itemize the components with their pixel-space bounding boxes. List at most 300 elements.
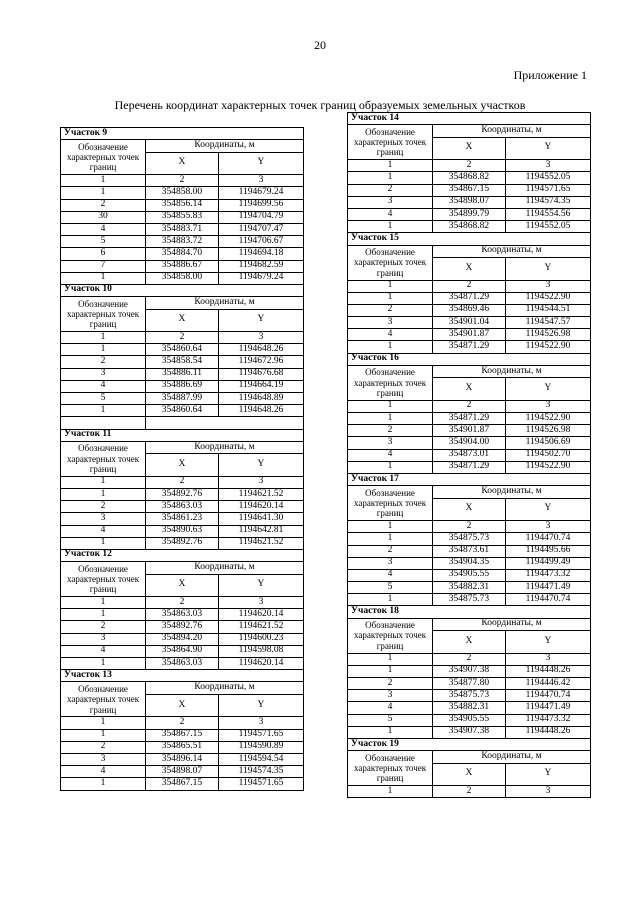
y-coordinate: 1194621.52	[218, 488, 303, 500]
point-number: 1	[348, 341, 433, 353]
point-number: 5	[61, 393, 146, 405]
plot-title: Участок 12	[61, 549, 304, 561]
table-row	[61, 778, 304, 790]
table-row	[61, 525, 304, 537]
point-number: 7	[61, 260, 146, 272]
column-number-1: 1	[61, 717, 146, 729]
coordinates-table-left	[60, 127, 304, 791]
column-number-1: 1	[61, 597, 146, 609]
plot-title-row	[61, 128, 304, 140]
x-header: X	[146, 309, 219, 332]
header-row	[348, 125, 591, 137]
x-coordinate: 354863.03	[146, 501, 219, 513]
x-coordinate: 354886.69	[146, 380, 219, 392]
y-coordinate: 1194502.70	[505, 449, 590, 461]
y-coordinate: 1194600.23	[218, 633, 303, 645]
y-coordinate: 1194571.65	[505, 184, 590, 196]
x-coordinate: 354901.87	[433, 329, 506, 341]
y-coordinate: 1194470.74	[505, 533, 590, 545]
y-coordinate: 1194664.19	[218, 380, 303, 392]
y-header: Y	[218, 694, 303, 717]
x-coordinate: 354865.51	[146, 741, 219, 753]
point-number: 2	[61, 741, 146, 753]
x-coordinate: 354863.03	[146, 658, 219, 670]
table-row	[61, 248, 304, 260]
right-column	[347, 112, 591, 798]
header-row	[348, 618, 591, 630]
y-coordinate: 1194473.32	[505, 569, 590, 581]
plot-title-row	[61, 429, 304, 441]
y-coordinate: 1194676.68	[218, 368, 303, 380]
point-number: 4	[348, 449, 433, 461]
table-row	[348, 292, 591, 304]
column-number-3: 3	[505, 280, 590, 292]
point-number: 2	[348, 425, 433, 437]
y-coordinate: 1194470.74	[505, 594, 590, 606]
table-row	[348, 582, 591, 594]
x-header: X	[146, 152, 219, 175]
column-number-1: 1	[348, 786, 433, 798]
column-number-2: 2	[146, 717, 219, 729]
table-row	[61, 488, 304, 500]
plot-title: Участок 9	[61, 128, 304, 140]
table-row	[348, 184, 591, 196]
y-coordinate: 1194526.98	[505, 329, 590, 341]
y-coordinate: 1194526.98	[505, 425, 590, 437]
x-coordinate: 354858.00	[146, 187, 219, 199]
x-coordinate: 354858.00	[146, 272, 219, 284]
y-coordinate: 1194473.32	[505, 714, 590, 726]
x-coordinate: 354892.76	[146, 621, 219, 633]
point-number: 4	[61, 380, 146, 392]
y-coordinate: 1194522.90	[505, 413, 590, 425]
column-number-2: 2	[433, 400, 506, 412]
x-coordinate: 354899.79	[433, 208, 506, 220]
plot-title: Участок 18	[348, 606, 591, 618]
column-number-row	[61, 175, 304, 187]
document-title: Перечень координат характерных точек границ образуемых земельных участков	[114, 98, 526, 112]
y-header: Y	[505, 378, 590, 401]
table-row	[348, 341, 591, 353]
coordinates-header: Координаты, м	[146, 297, 304, 309]
coordinates-header: Координаты, м	[146, 140, 304, 152]
table-row	[61, 211, 304, 223]
y-coordinate: 1194571.65	[218, 778, 303, 790]
column-number-3: 3	[218, 476, 303, 488]
column-number-row	[61, 597, 304, 609]
y-coordinate: 1194448.26	[505, 726, 590, 738]
x-header: X	[146, 454, 219, 477]
point-number: 3	[348, 317, 433, 329]
column-number-3: 3	[505, 653, 590, 665]
table-row	[348, 329, 591, 341]
point-number: 4	[61, 525, 146, 537]
table-row	[348, 413, 591, 425]
y-coordinate: 1194694.18	[218, 248, 303, 260]
column-number-2: 2	[433, 521, 506, 533]
coordinates-header: Координаты, м	[433, 486, 591, 498]
y-coordinate: 1194706.67	[218, 236, 303, 248]
point-number: 4	[348, 569, 433, 581]
table-row	[348, 678, 591, 690]
table-row	[61, 356, 304, 368]
table-row	[61, 537, 304, 549]
x-coordinate: 354896.14	[146, 753, 219, 765]
point-number: 1	[61, 344, 146, 356]
left-column	[60, 127, 304, 791]
x-coordinate: 354868.82	[433, 172, 506, 184]
column-number-row	[348, 160, 591, 172]
y-coordinate: 1194641.30	[218, 513, 303, 525]
point-number: 1	[61, 729, 146, 741]
x-coordinate: 354869.46	[433, 304, 506, 316]
y-coordinate: 1194470.74	[505, 690, 590, 702]
point-number: 3	[348, 557, 433, 569]
column-number-2: 2	[146, 175, 219, 187]
table-row	[61, 344, 304, 356]
table-row	[61, 658, 304, 670]
point-number: 2	[348, 545, 433, 557]
x-header: X	[433, 378, 506, 401]
empty-cell	[61, 417, 146, 429]
y-coordinate: 1194642.81	[218, 525, 303, 537]
column-number-3: 3	[218, 332, 303, 344]
designation-header: Обозначение характерных точек границ	[61, 562, 146, 597]
header-row	[348, 751, 591, 763]
plot-title: Участок 14	[348, 113, 591, 125]
table-row	[61, 368, 304, 380]
y-coordinate: 1194648.26	[218, 344, 303, 356]
plot-title-row	[61, 670, 304, 682]
plot-title: Участок 11	[61, 429, 304, 441]
designation-header: Обозначение характерных точек границ	[348, 486, 433, 521]
plot-title-row	[348, 738, 591, 750]
column-number-row	[61, 332, 304, 344]
point-number: 2	[348, 304, 433, 316]
table-row	[348, 569, 591, 581]
x-header: X	[433, 257, 506, 280]
point-number: 1	[348, 413, 433, 425]
table-row	[61, 260, 304, 272]
x-coordinate: 354905.55	[433, 569, 506, 581]
empty-cell	[146, 417, 304, 429]
header-row	[348, 486, 591, 498]
y-header: Y	[218, 454, 303, 477]
y-coordinate: 1194707.47	[218, 223, 303, 235]
point-number: 4	[61, 223, 146, 235]
x-header: X	[433, 137, 506, 160]
y-coordinate: 1194554.56	[505, 208, 590, 220]
column-number-2: 2	[146, 332, 219, 344]
y-coordinate: 1194506.69	[505, 437, 590, 449]
x-coordinate: 354883.72	[146, 236, 219, 248]
table-row	[348, 557, 591, 569]
y-coordinate: 1194598.08	[218, 645, 303, 657]
point-number: 2	[61, 199, 146, 211]
point-number: 30	[61, 211, 146, 223]
x-coordinate: 354877.80	[433, 678, 506, 690]
plot-title-row	[348, 606, 591, 618]
x-coordinate: 354871.29	[433, 461, 506, 473]
table-row	[348, 437, 591, 449]
x-coordinate: 354871.29	[433, 292, 506, 304]
point-number: 1	[61, 488, 146, 500]
point-number: 2	[61, 356, 146, 368]
point-number: 1	[348, 533, 433, 545]
table-row	[348, 208, 591, 220]
plot-title: Участок 17	[348, 473, 591, 485]
point-number: 1	[61, 537, 146, 549]
point-number: 3	[61, 753, 146, 765]
column-number-2: 2	[433, 160, 506, 172]
table-row	[61, 633, 304, 645]
y-coordinate: 1194620.14	[218, 658, 303, 670]
y-coordinate: 1194544.51	[505, 304, 590, 316]
point-number: 3	[61, 368, 146, 380]
x-coordinate: 354875.73	[433, 533, 506, 545]
x-coordinate: 354905.55	[433, 714, 506, 726]
header-row	[348, 365, 591, 377]
y-coordinate: 1194499.49	[505, 557, 590, 569]
table-row	[61, 729, 304, 741]
x-coordinate: 354907.38	[433, 665, 506, 677]
column-number-1: 1	[61, 175, 146, 187]
y-coordinate: 1194446.42	[505, 678, 590, 690]
point-number: 2	[61, 621, 146, 633]
y-coordinate: 1194620.14	[218, 609, 303, 621]
column-number-3: 3	[218, 597, 303, 609]
y-header: Y	[218, 309, 303, 332]
column-number-3: 3	[505, 521, 590, 533]
y-coordinate: 1194547.57	[505, 317, 590, 329]
plot-title-row	[348, 353, 591, 365]
table-row	[348, 690, 591, 702]
y-coordinate: 1194621.52	[218, 537, 303, 549]
column-number-row	[61, 717, 304, 729]
point-number: 1	[348, 172, 433, 184]
x-header: X	[146, 694, 219, 717]
table-row	[348, 304, 591, 316]
table-row	[348, 545, 591, 557]
coordinates-header: Координаты, м	[433, 365, 591, 377]
point-number: 3	[61, 633, 146, 645]
table-row	[61, 501, 304, 513]
plot-title-row	[348, 473, 591, 485]
table-row	[61, 272, 304, 284]
table-row	[348, 196, 591, 208]
y-coordinate: 1194552.05	[505, 221, 590, 233]
point-number: 1	[348, 292, 433, 304]
point-number: 1	[348, 221, 433, 233]
table-row	[348, 665, 591, 677]
header-row	[61, 297, 304, 309]
x-coordinate: 354871.29	[433, 341, 506, 353]
table-row	[61, 753, 304, 765]
column-number-3: 3	[218, 175, 303, 187]
coordinates-table-right	[347, 112, 591, 798]
x-coordinate: 354883.71	[146, 223, 219, 235]
header-row	[61, 140, 304, 152]
plot-title: Участок 10	[61, 284, 304, 296]
point-number: 3	[348, 196, 433, 208]
y-coordinate: 1194522.90	[505, 292, 590, 304]
x-coordinate: 354867.15	[146, 778, 219, 790]
column-number-1: 1	[348, 521, 433, 533]
designation-header: Обозначение характерных точек границ	[61, 441, 146, 476]
y-coordinate: 1194682.59	[218, 260, 303, 272]
column-number-2: 2	[146, 597, 219, 609]
y-coordinate: 1194574.35	[505, 196, 590, 208]
table-row	[61, 741, 304, 753]
plot-title-row	[61, 284, 304, 296]
table-row	[61, 393, 304, 405]
column-number-1: 1	[61, 476, 146, 488]
point-number: 1	[348, 665, 433, 677]
designation-header: Обозначение характерных точек границ	[348, 365, 433, 400]
point-number: 4	[61, 766, 146, 778]
coordinates-header: Координаты, м	[433, 245, 591, 257]
column-number-row	[348, 653, 591, 665]
y-coordinate: 1194590.89	[218, 741, 303, 753]
y-coordinate: 1194571.65	[218, 729, 303, 741]
point-number: 5	[61, 236, 146, 248]
x-coordinate: 354861.23	[146, 513, 219, 525]
point-number: 1	[348, 726, 433, 738]
x-coordinate: 354882.31	[433, 582, 506, 594]
y-header: Y	[505, 631, 590, 654]
column-number-row	[348, 280, 591, 292]
table-row	[348, 461, 591, 473]
y-coordinate: 1194679.24	[218, 187, 303, 199]
point-number: 1	[61, 272, 146, 284]
table-row	[348, 726, 591, 738]
table-row	[61, 621, 304, 633]
plot-title-row	[348, 233, 591, 245]
y-coordinate: 1194594.54	[218, 753, 303, 765]
x-header: X	[433, 631, 506, 654]
point-number: 4	[61, 645, 146, 657]
column-number-1: 1	[348, 160, 433, 172]
y-coordinate: 1194471.49	[505, 702, 590, 714]
table-row	[348, 702, 591, 714]
x-coordinate: 354882.31	[433, 702, 506, 714]
table-row	[61, 236, 304, 248]
column-number-1: 1	[348, 400, 433, 412]
point-number: 1	[348, 461, 433, 473]
coordinates-header: Координаты, м	[146, 441, 304, 453]
coordinates-header: Координаты, м	[146, 682, 304, 694]
y-coordinate: 1194648.89	[218, 393, 303, 405]
designation-header: Обозначение характерных точек границ	[348, 751, 433, 786]
point-number: 1	[348, 594, 433, 606]
table-row	[348, 221, 591, 233]
x-coordinate: 354871.29	[433, 413, 506, 425]
y-coordinate: 1194620.14	[218, 501, 303, 513]
column-number-1: 1	[348, 653, 433, 665]
point-number: 3	[348, 690, 433, 702]
column-number-row	[61, 476, 304, 488]
point-number: 3	[61, 513, 146, 525]
x-coordinate: 354901.04	[433, 317, 506, 329]
table-row	[348, 172, 591, 184]
coordinates-header: Координаты, м	[146, 562, 304, 574]
x-coordinate: 354873.61	[433, 545, 506, 557]
point-number: 2	[61, 501, 146, 513]
x-coordinate: 354894.20	[146, 633, 219, 645]
point-number: 4	[348, 702, 433, 714]
column-number-row	[348, 786, 591, 798]
table-row	[61, 645, 304, 657]
x-coordinate: 354867.15	[433, 184, 506, 196]
y-coordinate: 1194704.79	[218, 211, 303, 223]
y-coordinate: 1194672.96	[218, 356, 303, 368]
table-row	[348, 594, 591, 606]
header-row	[348, 245, 591, 257]
y-coordinate: 1194679.24	[218, 272, 303, 284]
table-row	[61, 609, 304, 621]
x-coordinate: 354884.70	[146, 248, 219, 260]
point-number: 2	[348, 184, 433, 196]
x-coordinate: 354904.35	[433, 557, 506, 569]
x-coordinate: 354855.83	[146, 211, 219, 223]
y-header: Y	[218, 574, 303, 597]
table-row	[348, 533, 591, 545]
header-row	[61, 562, 304, 574]
column-number-1: 1	[61, 332, 146, 344]
plot-title: Участок 16	[348, 353, 591, 365]
point-number: 2	[348, 678, 433, 690]
point-number: 5	[348, 714, 433, 726]
table-row	[348, 449, 591, 461]
x-coordinate: 354890.63	[146, 525, 219, 537]
x-coordinate: 354864.90	[146, 645, 219, 657]
x-coordinate: 354860.64	[146, 405, 219, 417]
designation-header: Обозначение характерных точек границ	[61, 140, 146, 175]
table-row	[61, 380, 304, 392]
designation-header: Обозначение характерных точек границ	[348, 125, 433, 160]
column-number-row	[348, 521, 591, 533]
y-header: Y	[505, 257, 590, 280]
table-row	[61, 766, 304, 778]
x-coordinate: 354892.76	[146, 537, 219, 549]
point-number: 4	[348, 208, 433, 220]
x-coordinate: 354875.73	[433, 690, 506, 702]
x-coordinate: 354858.54	[146, 356, 219, 368]
x-coordinate: 354886.67	[146, 260, 219, 272]
y-coordinate: 1194552.05	[505, 172, 590, 184]
point-number: 4	[348, 329, 433, 341]
point-number: 6	[61, 248, 146, 260]
y-coordinate: 1194648.26	[218, 405, 303, 417]
x-coordinate: 354907.38	[433, 726, 506, 738]
column-number-1: 1	[348, 280, 433, 292]
y-header: Y	[218, 152, 303, 175]
column-number-row	[348, 400, 591, 412]
coordinates-header: Координаты, м	[433, 618, 591, 630]
x-header: X	[146, 574, 219, 597]
appendix-label: Приложение 1	[513, 68, 587, 82]
column-number-2: 2	[433, 653, 506, 665]
column-number-2: 2	[433, 786, 506, 798]
table-row	[61, 405, 304, 417]
column-number-2: 2	[433, 280, 506, 292]
plot-title: Участок 15	[348, 233, 591, 245]
y-header: Y	[505, 763, 590, 786]
x-coordinate: 354898.07	[433, 196, 506, 208]
plot-title: Участок 13	[61, 670, 304, 682]
point-number: 1	[61, 658, 146, 670]
x-coordinate: 354904.00	[433, 437, 506, 449]
